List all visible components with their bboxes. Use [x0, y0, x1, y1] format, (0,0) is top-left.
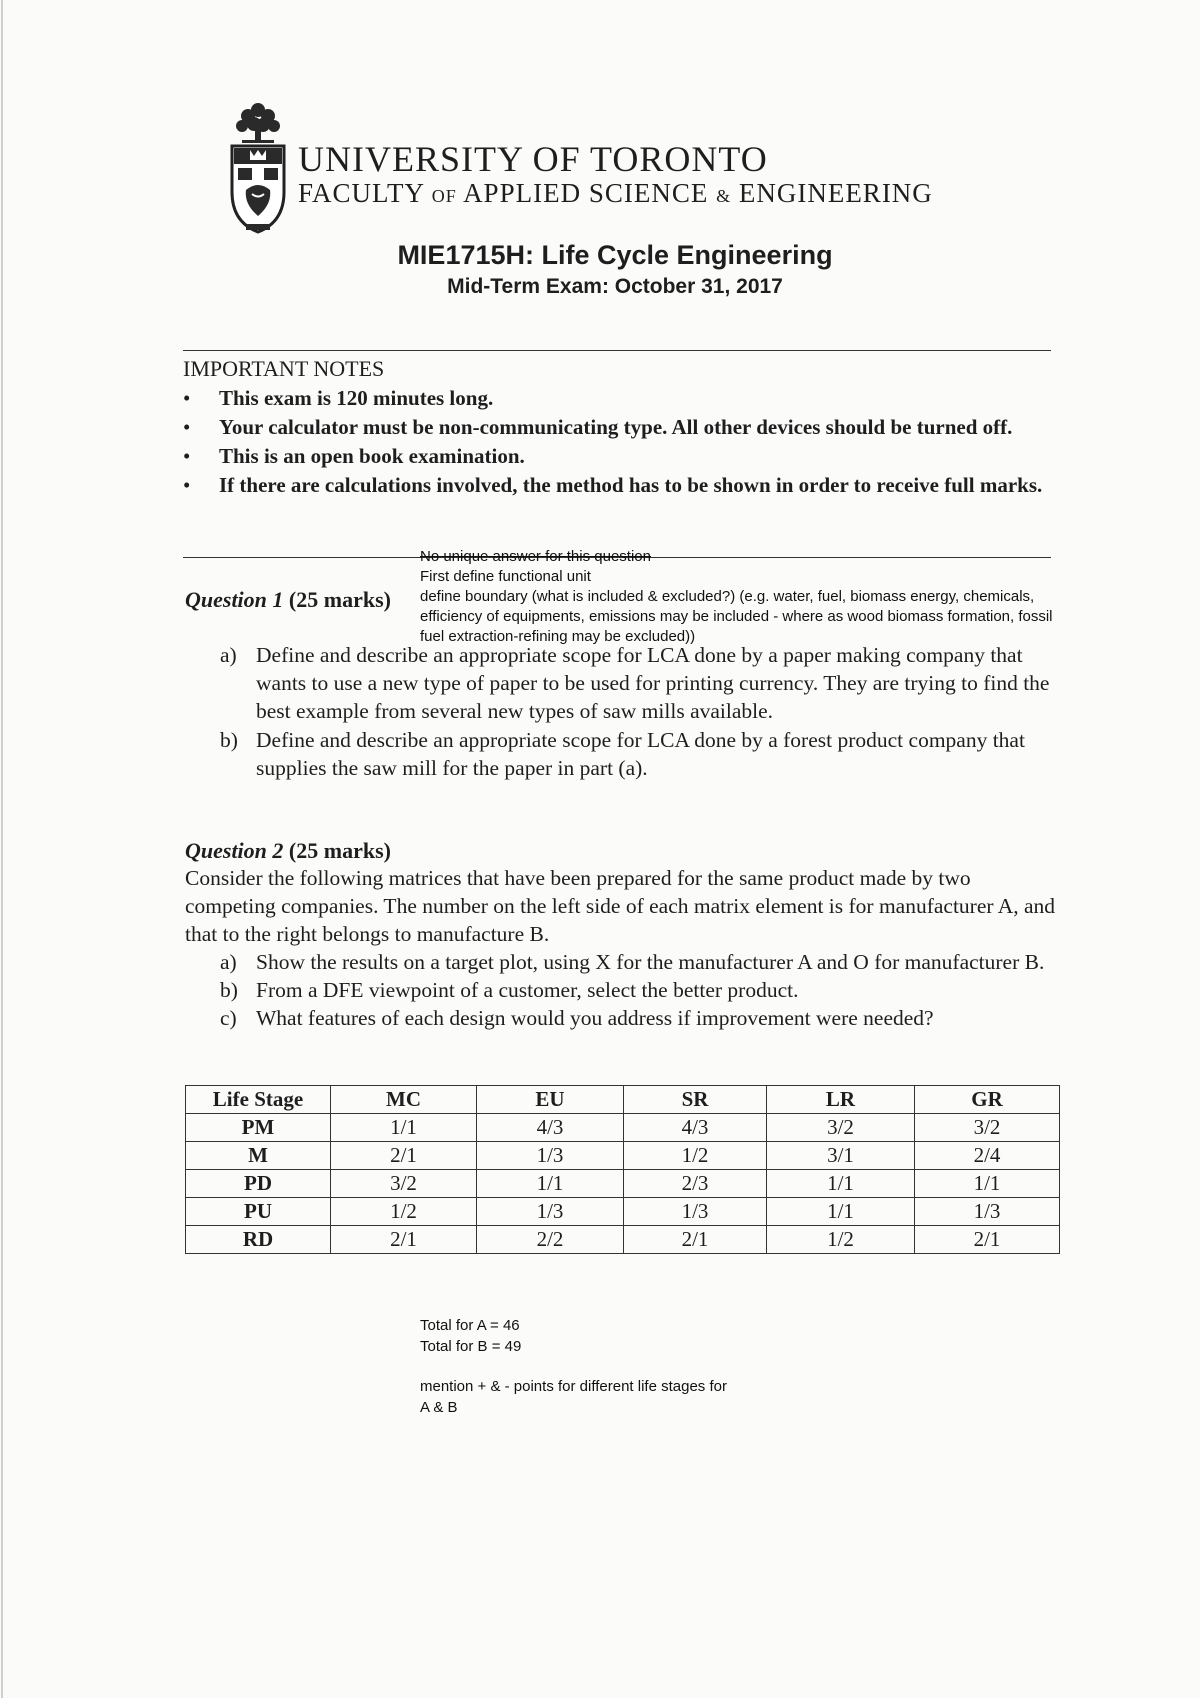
matrix-cell: 1/1 [767, 1170, 915, 1198]
matrix-cell: 1/2 [331, 1198, 477, 1226]
matrix-cell: 1/1 [767, 1198, 915, 1226]
question-2-part-c [185, 1004, 1065, 1032]
column-header: MC [331, 1086, 477, 1114]
matrix-cell: 3/1 [767, 1142, 915, 1170]
part-text: What features of each design would you address if improvement were needed? [256, 1006, 934, 1030]
life-stage-cell: PM [186, 1114, 331, 1142]
table-row [186, 1170, 1060, 1198]
question-2-label: Question 2 [185, 838, 284, 863]
matrix-cell: 3/2 [915, 1114, 1060, 1142]
university-crest-logo [228, 100, 288, 236]
faculty-of: OF [431, 186, 457, 206]
annotation-no-unique-answer: No unique answer for this question [420, 548, 651, 565]
part-label: b) [220, 978, 238, 1002]
faculty-engineering: ENGINEERING [738, 178, 933, 208]
matrix-cell: 2/1 [915, 1226, 1060, 1254]
life-stage-cell: RD [186, 1226, 331, 1254]
annotation-mention-1: mention + & - points for different life stages for [420, 1378, 727, 1395]
matrix-cell: 2/2 [477, 1226, 624, 1254]
matrix-cell: 1/2 [624, 1142, 767, 1170]
matrix-cell: 4/3 [624, 1114, 767, 1142]
part-label: a) [220, 643, 237, 667]
matrix-cell: 1/1 [331, 1114, 477, 1142]
matrix-cell: 2/1 [331, 1226, 477, 1254]
exam-date: Mid-Term Exam: October 31, 2017 [447, 275, 783, 298]
note-item: • This is an open book examination. [183, 442, 1063, 470]
annotation-boundary-3: fuel extraction-refining may be excluded)) [420, 628, 696, 645]
part-label: a) [220, 950, 237, 974]
note-item: • Your calculator must be non-communicating type. All other devices should be turned off. [183, 413, 1063, 441]
column-header: Life Stage [186, 1086, 331, 1114]
matrix-cell: 1/1 [477, 1170, 624, 1198]
notes-heading: IMPORTANT NOTES [183, 356, 385, 381]
note-item: • If there are calculations involved, the method has to be shown in order to receive full marks. [183, 471, 1063, 499]
part-label: b) [220, 728, 238, 752]
university-name: UNIVERSITY OF TORONTO [298, 139, 768, 179]
faculty-name [298, 178, 933, 209]
matrix-cell: 1/2 [767, 1226, 915, 1254]
column-header: GR [915, 1086, 1060, 1114]
matrix-cell: 2/1 [331, 1142, 477, 1170]
matrix-cell: 2/1 [624, 1226, 767, 1254]
life-stage-cell: PD [186, 1170, 331, 1198]
question-1-part-a [185, 641, 1065, 725]
matrix-cell: 2/3 [624, 1170, 767, 1198]
life-stage-cell: PU [186, 1198, 331, 1226]
annotation-total-b: Total for B = 49 [420, 1338, 522, 1355]
matrix-cell: 1/3 [624, 1198, 767, 1226]
part-text: Define and describe an appropriate scope for LCA done by a forest product company that supplies the saw mill for the paper in part (a). [256, 728, 1025, 780]
column-header: EU [477, 1086, 624, 1114]
question-2-marks: (25 marks) [288, 838, 391, 863]
annotation-functional-unit: First define functional unit [420, 568, 591, 585]
part-text: Show the results on a target plot, using X for the manufacturer A and O for manufacturer B. [256, 950, 1045, 974]
table-row [186, 1226, 1060, 1254]
question-1-label: Question 1 [185, 587, 284, 612]
annotation-mention-2: A & B [420, 1399, 458, 1416]
part-text: Define and describe an appropriate scope for LCA done by a paper making company that wants to use a new type of paper to be used for printing currency. They are trying to find the best example from several new types of saw mills available. [256, 643, 1050, 723]
course-title: MIE1715H: Life Cycle Engineering [397, 240, 833, 270]
life-stage-cell: M [186, 1142, 331, 1170]
faculty-word: FACULTY [298, 178, 425, 208]
question-2-part-b [185, 976, 1065, 1004]
divider-top [183, 350, 1051, 351]
part-text: From a DFE viewpoint of a customer, select the better product. [256, 978, 799, 1002]
question-1-part-b [185, 726, 1065, 782]
column-header: SR [624, 1086, 767, 1114]
question-2-parts [185, 948, 1065, 1032]
question-2-part-a [185, 948, 1065, 976]
annotation-boundary-1: define boundary (what is included & excluded?) (e.g. water, fuel, biomass energy, chemicals, [420, 588, 1035, 605]
faculty-ampersand: & [716, 186, 732, 206]
annotation-total-a: Total for A = 46 [420, 1317, 520, 1334]
note-item: • This exam is 120 minutes long. [183, 384, 1063, 412]
table-row [186, 1114, 1060, 1142]
matrix-cell: 1/3 [477, 1198, 624, 1226]
table-header-row [186, 1086, 1060, 1114]
matrix-cell: 4/3 [477, 1114, 624, 1142]
matrix-cell: 1/3 [915, 1198, 1060, 1226]
matrix-cell: 1/1 [915, 1170, 1060, 1198]
faculty-applied-science: APPLIED SCIENCE [463, 178, 709, 208]
question-1-heading [185, 587, 391, 613]
table-row [186, 1142, 1060, 1170]
life-cycle-matrix-table [185, 1085, 1060, 1254]
question-1-marks: (25 marks) [288, 587, 391, 612]
matrix-cell: 3/2 [767, 1114, 915, 1142]
annotation-boundary-2: efficiency of equipments, emissions may be included - where as wood biomass formation, fossil [420, 608, 1053, 625]
matrix-cell: 1/3 [477, 1142, 624, 1170]
column-header: LR [767, 1086, 915, 1114]
question-1-parts [185, 641, 1065, 782]
notes-list [183, 384, 1063, 500]
question-2-heading [185, 838, 391, 864]
matrix-cell: 2/4 [915, 1142, 1060, 1170]
part-label: c) [220, 1006, 237, 1030]
question-2-intro: Consider the following matrices that have been prepared for the same product made by two competing companies. The number on the left side of each matrix element is for manufacturer A, and that to the right belongs to manufacture B. [185, 866, 1056, 946]
table-row [186, 1198, 1060, 1226]
matrix-cell: 3/2 [331, 1170, 477, 1198]
